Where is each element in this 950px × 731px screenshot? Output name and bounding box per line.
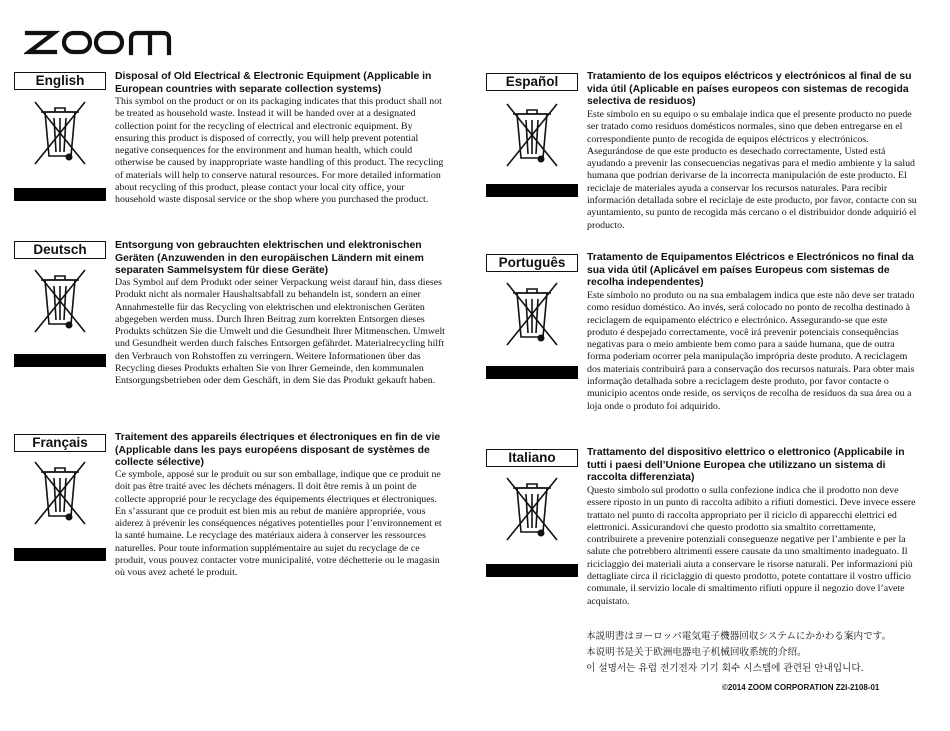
weee-bin-icon — [14, 266, 106, 336]
section-title-espanol: Tratamiento de los equipos eléctricos y electrónicos al final de su vida útil (Aplicable en países europeos con sistemas de recogida selectiva de residuos) — [587, 71, 912, 107]
weee-bin-icon — [486, 279, 578, 349]
weee-bin-icon — [486, 474, 578, 544]
section-body-italiano: Questo simbolo sul prodotto o sulla confezione indica che il prodotto non deve essere riposto in un punto di raccolta adibito a rifiuti domestici. Deve invece essere trattato nel punto di raccolta appropriato per il riciclo di apparecchi elettrici ed elettronici. Assicurandovi che questo prodotto sia smaltito correttamente, contribuirete a prevenire potenziali conseguenze negative per l’ambiente e per la salute che potrebbero altrimenti essere causate da uno smaltimento inadeguato. Il riciclaggio dei materiali aiuta a conservare le risorse naturali. Per informazioni più dettagliate circa il riciclaggio di questo prodotto, potete contattare il vostro ufficio comunale, il servizio locale di smaltimento rifiuti oppure il negozio dove l’avete acquistato. — [587, 485, 916, 607]
section-body-deutsch: Das Symbol auf dem Produkt oder seiner Verpackung weist darauf hin, dass dieses Produkt nicht als normaler Haushaltsabfall zu behandeln ist, sondern an einer Annahmestelle für das Recycling von elektrischen und elektronischen Geräten abgegeben werden muss. Durch Ihren Beitrag zum korrekten Entsorgen dieses Produkts schützen Sie die Umwelt und die Gesundheit Ihrer Mitmenschen. Umwelt und Gesundheit werden durch falsches Entsorgen gefährdet. Materialrecycling hilft den Verbrauch von Rohstoffen zu verringern. Weitere Informationen über das Recycling dieses Produkts erhalten Sie von Ihrer Gemeinde, den kommunalen Entsorgungsbetrieben oder dem Geschäft, in dem Sie das Produkt gekauft haben. — [115, 277, 445, 387]
section-title-italiano: Trattamento del dispositivo elettrico o elettronico (Applicabile in tutti i paesi dell’Unione Europea che utilizzano un sistema di raccolta differenziata) — [587, 447, 905, 483]
japanese-notice: 本説明書はヨーロッパ電気電子機器回収システムにかかわる案内です。 — [586, 631, 892, 642]
weee-bin-icon — [486, 100, 578, 170]
section-body-portugues: Este símbolo no produto ou na sua embalagem indica que este não deve ser tratado como resíduo doméstico. Ao invés, será colocado no ponto de recolha destinado à reciclagem de equipamento eléctrico e electrónico. Assegurando-se que este produto é despejado correctamente, você irá prevenir potenciais consequências negativas para o meio ambiente bem como para a saúde humana, que de outra forma poderiam ocorrer pela manipulação imprópria deste produto. A reciclagem dos materiais contribuirá para a conservação dos recursos naturais. Para obter mais informação detalhada sobre a reciclagem deste produto, por favor contacte o município acentos onde reside, os serviços de recolha de resíduos da sua área ou a loja onde o produto foi adquirido. — [587, 290, 915, 412]
section-body-english: This symbol on the product or on its packaging indicates that this product shall not be treated as household waste. Instead it will be handed over at a designated collection point for the recycling of electrical and electronic equipment. By ensuring this product is disposed of correctly, you will help prevent potential negative consequences for the environment and human health, which could otherwise be caused by inappropriate waste handling of this product. The recycling of materials will help to conserve natural resources. For more detailed information about recycling of this product, please contact your local city office, your household waste disposal service or the shop where you purchased the product. — [115, 96, 444, 206]
weee-black-bar — [14, 548, 106, 561]
weee-bin-icon — [14, 458, 106, 528]
weee-black-bar — [486, 564, 578, 577]
lang-label-francais: Français — [14, 434, 106, 452]
section-title-deutsch: Entsorgung von gebrauchten elektrischen und elektronischen Geräten (Anzuwenden in den europäischen Ländern mit einem separaten Sammelsystem für diese Geräte) — [115, 240, 424, 276]
weee-bin-icon — [14, 98, 106, 168]
lang-label-espanol: Español — [486, 73, 578, 91]
weee-black-bar — [486, 184, 578, 197]
lang-label-portugues: Português — [486, 254, 578, 272]
korean-notice: 이 설명서는 유럽 전기전자 기기 회수 시스템에 관련된 안내입니다. — [586, 663, 864, 674]
lang-label-english: English — [14, 72, 106, 90]
weee-black-bar — [486, 366, 578, 379]
section-body-francais: Ce symbole, apposé sur le produit ou sur son emballage, indique que ce produit ne doit pas être traité avec les déchets ménagers. Il doit être remis à un point de collecte approprié pour le recyclage des équipements électriques et électroniques. En s’assurant que ce produit est bien mis au rebut de manière appropriée, vous aiderez à prévenir les conséquences négatives potentielles pour l’environnement et la santé humaine. Le recyclage des matériaux aidera à conserver les ressources naturelles. Pour toute information supplémentaire au sujet du recyclage de ce produit, vous pouvez contacter votre municipalité, votre déchetterie ou le magasin où vous avez acheté le produit. — [115, 469, 442, 579]
section-title-portugues: Tratamento de Equipamentos Eléctricos e Electrónicos no final da sua vida útil (Aplicável em países Europeus com sistemas de recolha independentes) — [587, 252, 914, 288]
copyright-footer: ©2014 ZOOM CORPORATION Z2I-2108-01 — [722, 683, 880, 692]
lang-label-italiano: Italiano — [486, 449, 578, 467]
zoom-logo — [24, 28, 174, 58]
weee-black-bar — [14, 354, 106, 367]
section-title-english: Disposal of Old Electrical & Electronic Equipment (Applicable in European countries with separate collection systems) — [115, 71, 432, 95]
weee-black-bar — [14, 188, 106, 201]
section-body-espanol: Este símbolo en su equipo o su embalaje indica que el presente producto no puede ser tratado como residuos domésticos normales, sino que deben entregarse en el correspondiente punto de recogida de equipos eléctricos y electrónicos. Asegurándose de que este producto es desechado correctamente, Usted está ayudando a prevenir las consecuencias negativas para el medio ambiente y la salud humana que podrían derivarse de la incorrecta manipulación de este producto. El reciclaje de materiales ayuda a conservar los recursos naturales. Para recibir información detallada sobre el reciclaje de este producto, por favor, contacte con su ayuntamiento, su punto de recogida más cercano o el distribuidor donde adquirió el producto. — [587, 109, 917, 231]
lang-label-deutsch: Deutsch — [14, 241, 106, 259]
chinese-notice: 本说明书是关于欧洲电器电子机械回收系统的介绍。 — [586, 647, 807, 658]
section-title-francais: Traitement des appareils électriques et électroniques en fin de vie (Applicable dans les pays européens disposant de systèmes de collecte sélective) — [115, 432, 441, 468]
